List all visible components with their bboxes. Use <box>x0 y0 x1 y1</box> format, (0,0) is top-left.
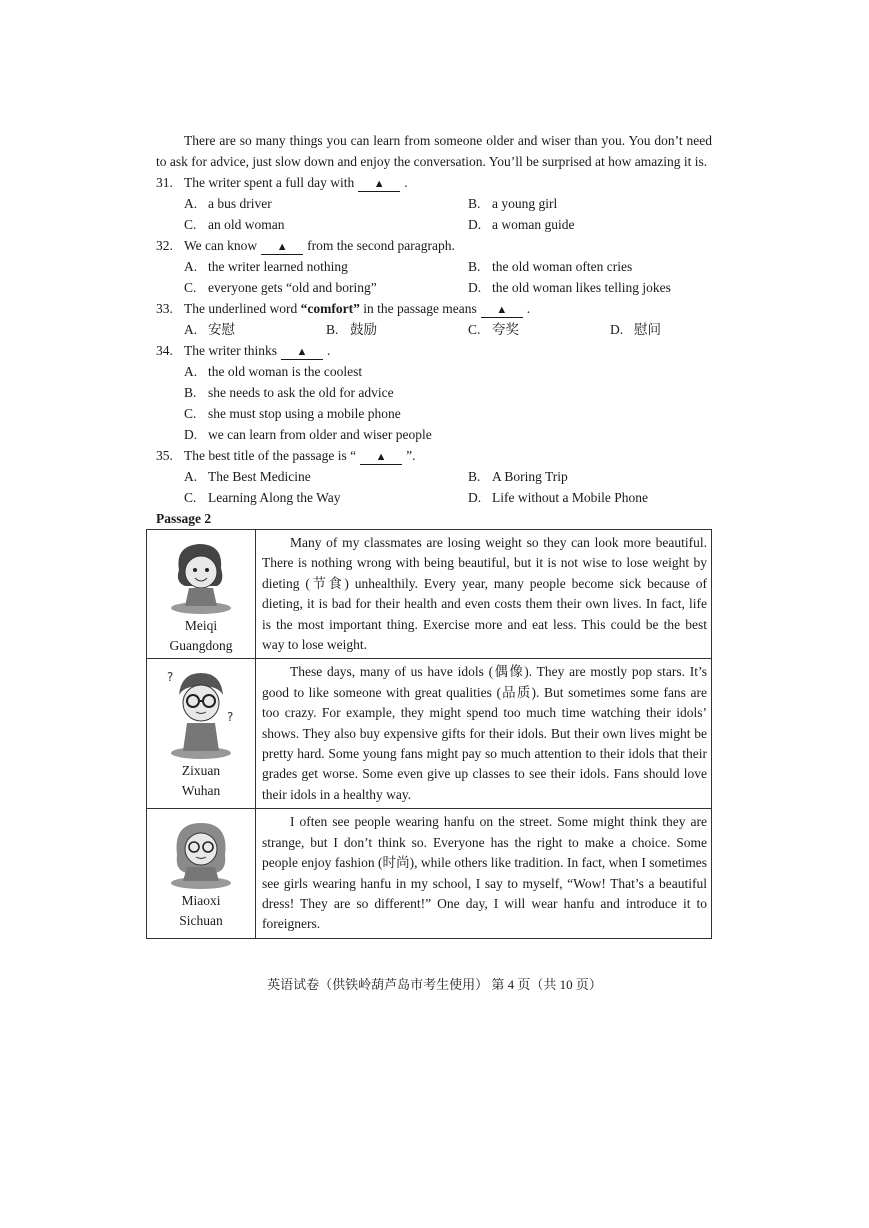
question-35 <box>156 445 712 508</box>
keyword-comfort: “comfort” <box>300 301 360 316</box>
question-text: The writer thinks <box>184 343 277 358</box>
question-number: 35. <box>156 448 173 463</box>
option-a[interactable]: A. the writer learned nothing <box>184 259 348 274</box>
option-a[interactable]: A. a bus driver <box>184 196 272 211</box>
author-cell <box>147 659 256 809</box>
boy-with-glasses-cartoon-icon <box>161 665 241 761</box>
answer-blank[interactable]: ▲ <box>261 240 303 255</box>
option-d[interactable]: D. the old woman likes telling jokes <box>468 280 671 295</box>
author-place: Wuhan <box>181 783 221 799</box>
option-b[interactable]: B. A Boring Trip <box>468 469 568 484</box>
option-d[interactable]: D. a woman guide <box>468 217 575 232</box>
question-number: 34. <box>156 343 173 358</box>
question-32 <box>156 235 712 298</box>
author-name: Zixuan <box>181 763 221 779</box>
option-c[interactable]: C. Learning Along the Way <box>184 490 341 505</box>
option-c[interactable]: C. an old woman <box>184 217 285 232</box>
option-a[interactable]: A. The Best Medicine <box>184 469 311 484</box>
author-place: Sichuan <box>179 913 223 929</box>
entry-text: I often see people wearing hanfu on the street. Some might think they are strange, but I don’t think so. Everyone has the right to make a choice. Some people enjoy fashion (时尚), while others like tradition. In fact, when I sometimes see girls wearing hanfu in my school, I say to myself, “Wow! That’s a beautiful dress! They are so different!” One day, I will wear hanfu and introduce it to foreigners. <box>256 809 712 938</box>
option-c[interactable]: C. everyone gets “old and boring” <box>184 280 377 295</box>
svg-text:?: ? <box>167 670 174 685</box>
author-place: Guangdong <box>169 638 233 653</box>
question-34 <box>156 340 712 445</box>
table-row <box>147 659 712 809</box>
option-d[interactable]: D. 慰问 <box>610 322 661 337</box>
question-33 <box>156 298 712 340</box>
table-row <box>147 809 712 938</box>
author-name: Meiqi <box>184 618 218 633</box>
option-d[interactable]: D. we can learn from older and wiser people <box>184 427 432 442</box>
question-31 <box>156 172 712 235</box>
option-b[interactable]: B. she needs to ask the old for advice <box>184 385 394 400</box>
svg-text:?: ? <box>227 710 234 725</box>
author-cell <box>147 530 256 659</box>
question-text-end: ”. <box>406 448 416 463</box>
option-c[interactable]: C. she must stop using a mobile phone <box>184 406 401 421</box>
option-b[interactable]: B. the old woman often cries <box>468 259 633 274</box>
question-text: The best title of the passage is “ <box>184 448 357 463</box>
question-text-end: . <box>404 175 408 190</box>
author-name: Miaoxi <box>181 893 221 909</box>
question-text-end: from the second paragraph. <box>307 238 455 253</box>
option-b[interactable]: B. a young girl <box>468 196 558 211</box>
question-number: 31. <box>156 175 173 190</box>
answer-blank[interactable]: ▲ <box>481 303 523 318</box>
passage-2-table <box>146 529 712 939</box>
question-number: 32. <box>156 238 173 253</box>
girl-cartoon-icon <box>161 536 241 616</box>
question-text: We can know <box>184 238 258 253</box>
option-b[interactable]: B. 鼓励 <box>326 322 377 337</box>
author-cell <box>147 809 256 938</box>
question-text-end: . <box>526 301 531 316</box>
answer-blank[interactable]: ▲ <box>281 345 323 360</box>
entry-text: These days, many of us have idols (偶像). They are mostly pop stars. It’s good to like someone with great qualities (品质). But sometimes some fans are too crazy. For example, they might spend too much time watching their idols’ shows. They also buy expensive gifts for their idols. But their own lives might be pretty hard. Some young fans might pay so much attention to their idols that their grades get worse. Some even give up classes to see their idols. Fans should love their idols in a healthy way. <box>256 659 712 809</box>
entry-text: Many of my classmates are losing weight so they can look more beautiful. There is nothing wrong with being beautiful, but it is not wise to lose weight by dieting (节食) unhealthily. Every year, many people become sick because of dieting, it is bad for their health and even costs them their own lives. In fact, life is the most important thing. Exercise more and eat less. This could be the best way to lose weight. <box>256 530 712 659</box>
option-a[interactable]: A. 安慰 <box>184 322 235 337</box>
question-number: 33. <box>156 301 173 316</box>
answer-blank[interactable]: ▲ <box>358 177 400 192</box>
intro-paragraph: There are so many things you can learn from someone older and wiser than you. You don’t need to ask for advice, just slow down and enjoy the conversation. You’ll be surprised at how amazing it is. <box>156 133 712 169</box>
exam-page <box>156 130 712 939</box>
option-c[interactable]: C. 夸奖 <box>468 322 519 337</box>
table-row <box>147 530 712 659</box>
passage-2-title: Passage 2 <box>156 511 212 526</box>
question-text: The underlined word <box>184 301 298 316</box>
page-footer: 英语试卷（供铁岭葫芦岛市考生使用） 第 4 页（共 10 页） <box>267 977 602 992</box>
answer-blank[interactable]: ▲ <box>360 450 402 465</box>
girl-with-glasses-cartoon-icon <box>161 815 241 891</box>
option-a[interactable]: A. the old woman is the coolest <box>184 364 363 379</box>
question-text: The writer spent a full day with <box>184 175 355 190</box>
question-text-end: . <box>326 343 331 358</box>
option-d[interactable]: D. Life without a Mobile Phone <box>468 490 648 505</box>
question-text-mid: in the passage means <box>363 301 477 316</box>
